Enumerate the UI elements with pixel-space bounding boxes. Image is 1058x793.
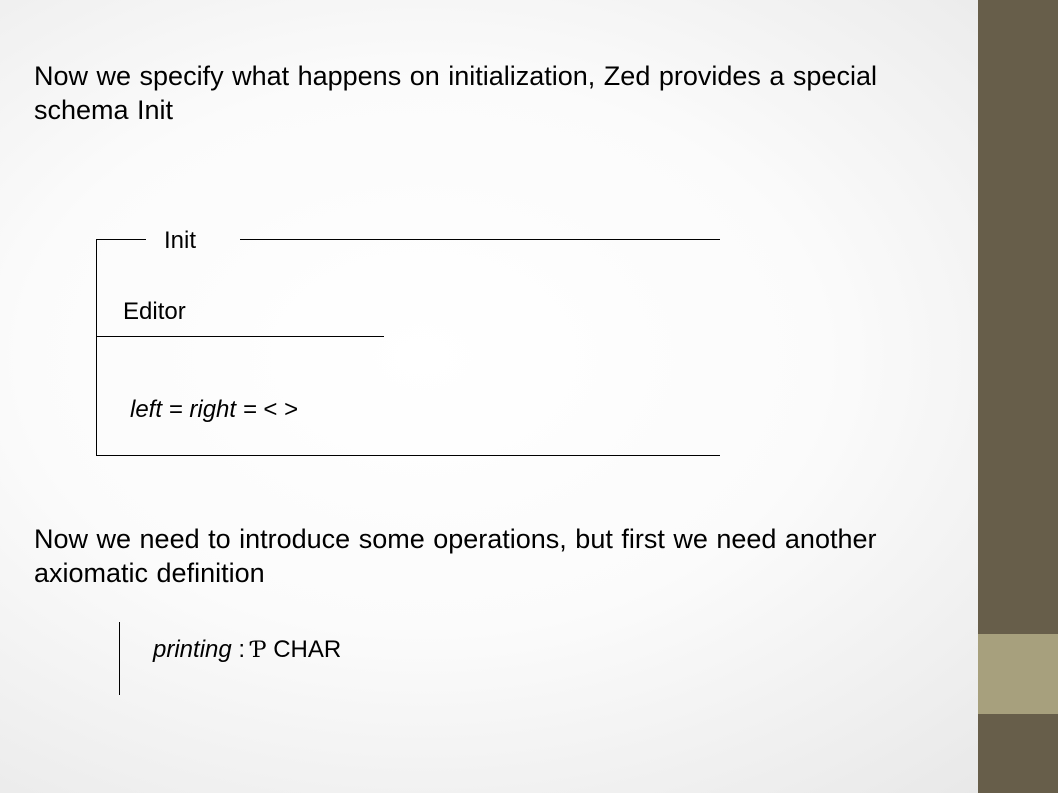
powerset-symbol: Ƥ — [251, 638, 267, 663]
schema-declaration: Editor — [123, 298, 186, 325]
axiom-left-rule — [119, 622, 120, 695]
schema-title: Init — [164, 227, 197, 254]
empty-sequence: < > — [263, 396, 299, 423]
schema-predicate — [130, 396, 298, 424]
axiom-declaration — [153, 636, 341, 665]
decorative-sidebar — [978, 0, 1058, 793]
sidebar-dark-block-top — [978, 0, 1058, 634]
intro-paragraph: Now we specify what happens on initialization, Zed provides a special schema Init — [34, 61, 877, 125]
axiom-separator: : — [238, 636, 246, 663]
schema-top-right-rule — [240, 239, 720, 240]
schema-top-left-rule — [96, 239, 146, 240]
schema-left-rule — [96, 239, 97, 456]
axiom-name: printing — [153, 636, 232, 663]
schema-bottom-rule — [96, 455, 720, 456]
sidebar-light-block — [978, 634, 1058, 714]
operations-paragraph: Now we need to introduce some operations, but first we need another axiomatic definition — [34, 524, 877, 588]
schema-divider-rule — [96, 336, 384, 337]
sidebar-dark-block-bottom — [978, 714, 1058, 793]
predicate-expression: left = right = — [130, 396, 257, 423]
axiom-type: CHAR — [273, 636, 342, 663]
